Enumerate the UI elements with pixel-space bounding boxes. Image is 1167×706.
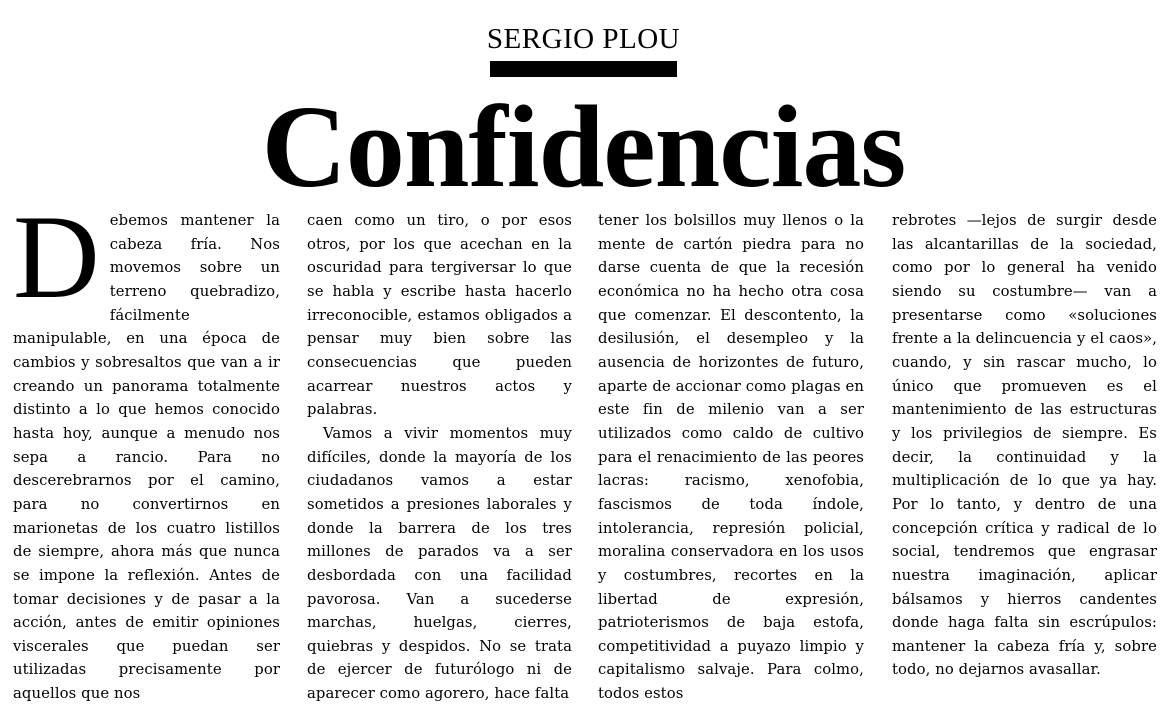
column-2-paragraph-1: caen como un tiro, o por esos otros, por los que acechan en la oscuridad para tergiversar lo que se habla y escribe hasta hacerlo irreconocible, estamos obligados a pensar muy bien sobre las consecuencias que pueden acarrear nuestros actos y palabras. bbox=[307, 212, 572, 419]
article-column-4 bbox=[892, 209, 1157, 682]
column-2-paragraph-2: Vamos a vivir momentos muy difíciles, donde la mayoría de los ciudadanos vamos a estar sometidos a presiones laborales y donde la barrera de los tres millones de parados va a ser desbordada con una facilidad pavorosa. Van a sucederse marchas, huelgas, cierres, quiebras y despidos. No se trata de ejercer de futurólogo ni de aparecer como agorero, hace falta bbox=[307, 424, 572, 703]
article-column-1 bbox=[13, 190, 280, 706]
column-1-paragraph: ebemos mantener la cabeza fría. Nos movemos sobre un terreno quebradizo, fácilmente manipulable, en una época de cambios y sobresaltos que van a ir creando un panorama totalmente distinto a lo que hemos conocido hasta hoy, aunque a menudo nos sepa a rancio. Para no descerebrarnos por el camino, para no convertirnos en marionetas de los cuatro listillos de siempre, ahora más que nunca se impone la reflexión. Antes de tomar decisiones y de pasar a la acción, antes de emitir opiniones viscerales que puedan ser utilizadas precisamente por aquellos que nos bbox=[13, 212, 280, 703]
author-rule bbox=[490, 61, 677, 77]
dropcap: D bbox=[13, 190, 100, 323]
column-4-paragraph: rebrotes —lejos de surgir desde las alcantarillas de la sociedad, como por lo general ha venido siendo su costumbre— van a presentarse como «soluciones frente a la delincuencia y el caos», cuando, y sin rascar mucho, lo único que promueven es el mantenimiento de las estructuras y los privilegios de siempre. Es decir, la continuidad y la multiplicación de lo que ya hay. Por lo tanto, y dentro de una concepción crítica y radical de lo social, tendremos que engrasar nuestra imaginación, aplicar bálsamos y hierros candentes donde haga falta sin escrúpulos: mantener la cabeza fría y, sobre todo, no dejarnos avasallar. bbox=[892, 212, 1157, 679]
author-byline: SERGIO PLOU bbox=[486, 23, 681, 55]
column-3-paragraph: tener los bolsillos muy llenos o la mente de cartón piedra para no darse cuenta de que la recesión económica no ha hecho otra cosa que comenzar. El descontento, la desilusión, el desempleo y la ausencia de horizontes de futuro, aparte de accionar como plagas en este fin de milenio van a ser utilizados como caldo de cultivo para el renacimiento de las peores lacras: racismo, xenofobia, fascismos de toda índole, intolerancia, represión policial, moralina conservadora en los usos y costumbres, recortes en la libertad de expresión, patrioterismos de baja estofa, competitividad a puyazo limpio y capitalismo salvaje. Para colmo, todos estos bbox=[598, 212, 864, 703]
article-column-3 bbox=[598, 209, 864, 706]
headline: Confidencias bbox=[261, 81, 906, 212]
article-column-2 bbox=[307, 209, 572, 706]
